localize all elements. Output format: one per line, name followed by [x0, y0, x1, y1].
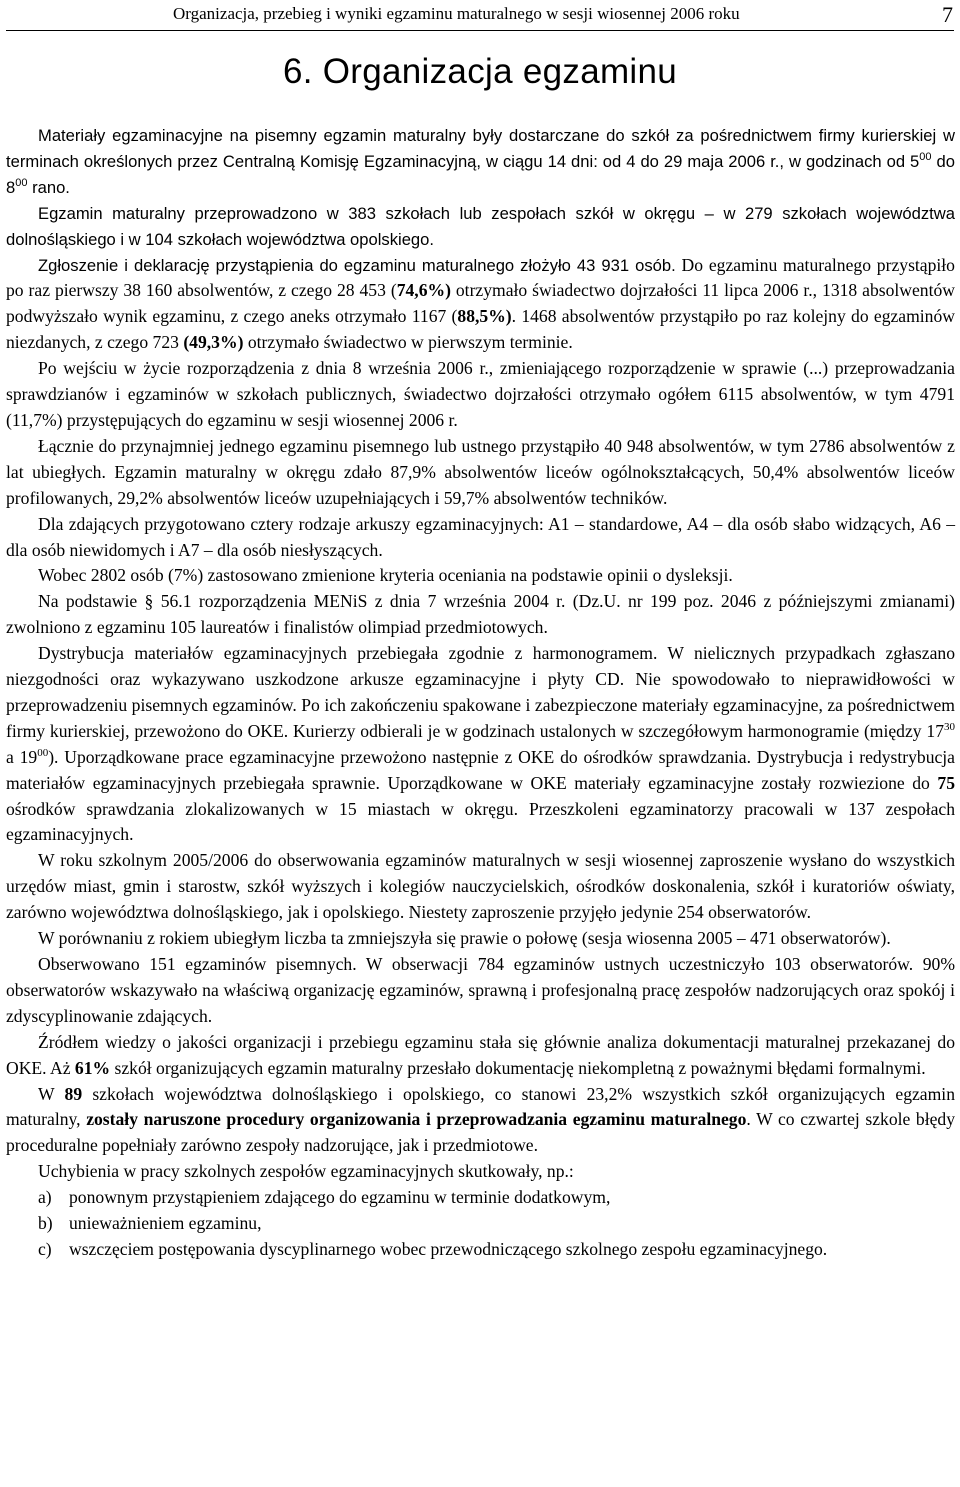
superscript: 30 [944, 720, 955, 733]
text-run: rano. [27, 177, 70, 197]
text-run: otrzymało świadectwo dojrzałości 11 lipca 2006 r., 1318 absolwentów podwyższało wynik egzaminu, z czego aneks otrzymało 1167 ( [6, 280, 955, 327]
page-number: 7 [942, 2, 953, 27]
text-run: ). Uporządkowane prace egzaminacyjne przewożono następnie z OKE do ośrodków sprawdzania. Dystrybucja i redystrybucja materiałów egzaminacyjnych przebiegała sprawnie. Uporządkowane w OKE materiały egzaminacyjne zostały rozwiezione do [6, 746, 955, 793]
text-run: Źródłem wiedzy o jakości organizacji i przebiegu egzaminu stała się głównie analiza dokumentacji maturalnej przekazanej do OKE. Aż [6, 1031, 955, 1078]
paragraph-dyslexia: Wobec 2802 osób (7%) zastosowano zmienione kryteria oceniania na podstawie opinii o dysleksji. [38, 565, 733, 586]
text-run: do 8 [6, 151, 955, 197]
superscript: 00 [15, 176, 28, 189]
header-rule [6, 30, 954, 31]
list-label: b) [38, 1213, 53, 1234]
list-item [6, 1211, 955, 1237]
list-label: c) [38, 1238, 52, 1259]
text-run: otrzymało świadectwo w pierwszym terminie. [243, 332, 573, 353]
bold-run: 75 [937, 772, 955, 793]
text-run: a 19 [6, 746, 38, 767]
bold-run: 89 [64, 1083, 83, 1104]
text-run: Do egzaminu maturalnego przystąpiło po raz pierwszy 38 160 absolwentów, z czego 28 453 ( [6, 254, 955, 301]
paragraph-list-intro: Uchybienia w pracy szkolnych zespołów egzaminacyjnych skutkowały, np.: [38, 1161, 574, 1182]
paragraph-exemptions: Na podstawie § 56.1 rozporządzenia MENiS z dnia 7 września 2004 r. (Dz.U. nr 199 poz. 2046 z późniejszymi zmianami) zwolniono z egzaminu 105 laureatów i finalistów olimpiad przedmiotowych. [6, 591, 955, 638]
page-header [6, 2, 954, 32]
list-item [6, 1185, 955, 1211]
paragraph-observers-invitation: W roku szkolnym 2005/2006 do obserwowania egzaminów maturalnych w sesji wiosennej zaproszenie wysłano do wszystkich urzędów miast, gmin i starostw, szkół wyższych i kolegiów nauczycielskich, ośrodków doskonalenia, szkół i kuratoriów oświaty, zarówno województwa dolnośląskiego, jak i opolskiego. Niestety zaproszenie przyjęło jedynie 254 obserwatorów. [6, 850, 955, 923]
paragraph-procedure-violations [6, 1082, 955, 1160]
paragraph-regulation-change: Po wejściu w życie rozporządzenia z dnia 8 września 2006 r., zmieniającego rozporządzenie w sprawie (...) przeprowadzania sprawdzianów i egzaminów w szkołach publicznych, świadectwo dojrzałości otrzymało ogółem 6115 absolwentów, w tym 4791 (11,7%) przystępujących do egzaminu w sesji wiosennej 2006 r. [6, 358, 955, 430]
list-item [6, 1237, 955, 1263]
document-body [6, 123, 955, 1263]
paragraph-distribution [6, 641, 955, 848]
paragraph-exam-results [6, 253, 955, 357]
consequences-list [6, 1185, 955, 1263]
superscript: 00 [37, 746, 49, 759]
list-text: wszczęciem postępowania dyscyplinarnego wobec przewodniczącego szkolnego zespołu egzaminacyjnego. [69, 1238, 828, 1259]
text-run: . W co czwartej szkole błędy proceduralne popełniały zarówno zespoły nadzorujące, jak i przedmiotowe. [6, 1109, 956, 1156]
bold-run: 61% [74, 1057, 111, 1078]
bold-run: 74,6%) [396, 280, 451, 301]
list-text: unieważnieniem egzaminu, [69, 1213, 262, 1234]
text-run: szkołach województwa dolnośląskiego i opolskiego, co stanowi 23,2% wszystkich szkół organizujących egzamin maturalny, [6, 1083, 955, 1130]
paragraph-documentation-analysis [6, 1030, 955, 1082]
list-label: a) [38, 1187, 52, 1208]
superscript: 00 [919, 150, 932, 163]
text-run: Dystrybucja materiałów egzaminacyjnych przebiegała zgodnie z harmonogramem. W nielicznych przypadkach zgłaszano niezgodności oraz wykazywano uszkodzone arkusze egzaminacyjne i płyty CD. Nie spowodowało to nieprawidłowości w przeprowadzeniu pisemnych egzaminów. Po ich zakończeniu spakowane i zabezpieczone materiały egzaminacyjne, za pośrednictwem firmy kurierskiej, przewożono do OKE. Kurierzy odbierali je w godzinach ustalonych w szczegółowym harmonogramie (między 17 [6, 643, 955, 741]
paragraph-schools-count: Egzamin maturalny przeprowadzono w 383 szkołach lub zespołach szkół w okręgu – w 279 szkołach województwa dolnośląskiego i w 104 szkołach województwa opolskiego. [6, 203, 955, 249]
text-run: . 1468 absolwentów przystąpiło po raz kolejny do egzaminów niezdanych, z czego 723 [6, 306, 955, 353]
paragraph-observed-exams: Obserwowano 151 egzaminów pisemnych. W obserwacji 784 egzaminów ustnych uczestniczyło 103 obserwatorów. 90% obserwatorów wskazywało na właściwą organizację egzaminów, sprawną i profesjonalną pracę zespołów nadzorujących oraz spokój i zdyscyplinowanie zdających. [6, 954, 955, 1026]
list-text: ponownym przystąpieniem zdającego do egzaminu w terminie dodatkowym, [69, 1187, 611, 1208]
text-run: W [38, 1083, 65, 1104]
bold-run: (49,3%) [183, 332, 244, 353]
section-title: 6. Organizacja egzaminu [282, 52, 678, 91]
text-run: Materiały egzaminacyjne na pisemny egzamin maturalny były dostarczane do szkół za pośrednictwem firmy kurierskiej w terminach określonych przez Centralną Komisję Egzaminacyjną, w ciągu 14 dni: od 4 do 29 maja 2006 r., w godzinach od 5 [6, 126, 955, 171]
bold-run: 88,5%) [457, 306, 512, 327]
paragraph-overall-stats: Łącznie do przynajmniej jednego egzaminu pisemnego lub ustnego przystąpiło 40 948 absolwentów, w tym 2786 absolwentów z lat ubiegłych. Egzamin maturalny w okręgu zdało 87,9% absolwentów liceów ogólnokształcących, 50,4% absolwentów liceów profilowanych, 29,2% absolwentów liceów uzupełniających i 59,7% absolwentów techników. [6, 435, 955, 508]
paragraph-sheet-types: Dla zdających przygotowano cztery rodzaje arkuszy egzaminacyjnych: A1 – standardowe, A4 – dla osób słabo widzących, A6 – dla osób niewidomych i A7 – dla osób niesłyszących. [6, 513, 955, 560]
text-run: ośrodków sprawdzania zlokalizowanych w 15 miastach w okręgu. Przeszkoleni egzaminatorzy pracowali w 137 zespołach egzaminacyjnych. [6, 798, 955, 845]
text-run: Zgłoszenie i deklarację przystąpienia do egzaminu maturalnego złożyło 43 931 osób. [38, 255, 676, 275]
text-run: szkół organizujących egzamin maturalny przesłało dokumentację niekompletną z poważnymi błędami formalnymi. [110, 1057, 926, 1078]
paragraph-observers-comparison: W porównaniu z rokiem ubiegłym liczba ta zmniejszyła się prawie o połowę (sesja wiosenna 2005 – 471 obserwatorów). [38, 928, 891, 949]
bold-run: zostały naruszone procedury organizowania i przeprowadzania egzaminu maturalnego [86, 1109, 747, 1130]
paragraph-materials-delivery [6, 123, 955, 201]
running-title: Organizacja, przebieg i wyniki egzaminu maturalnego w sesji wiosennej 2006 roku [173, 4, 740, 23]
